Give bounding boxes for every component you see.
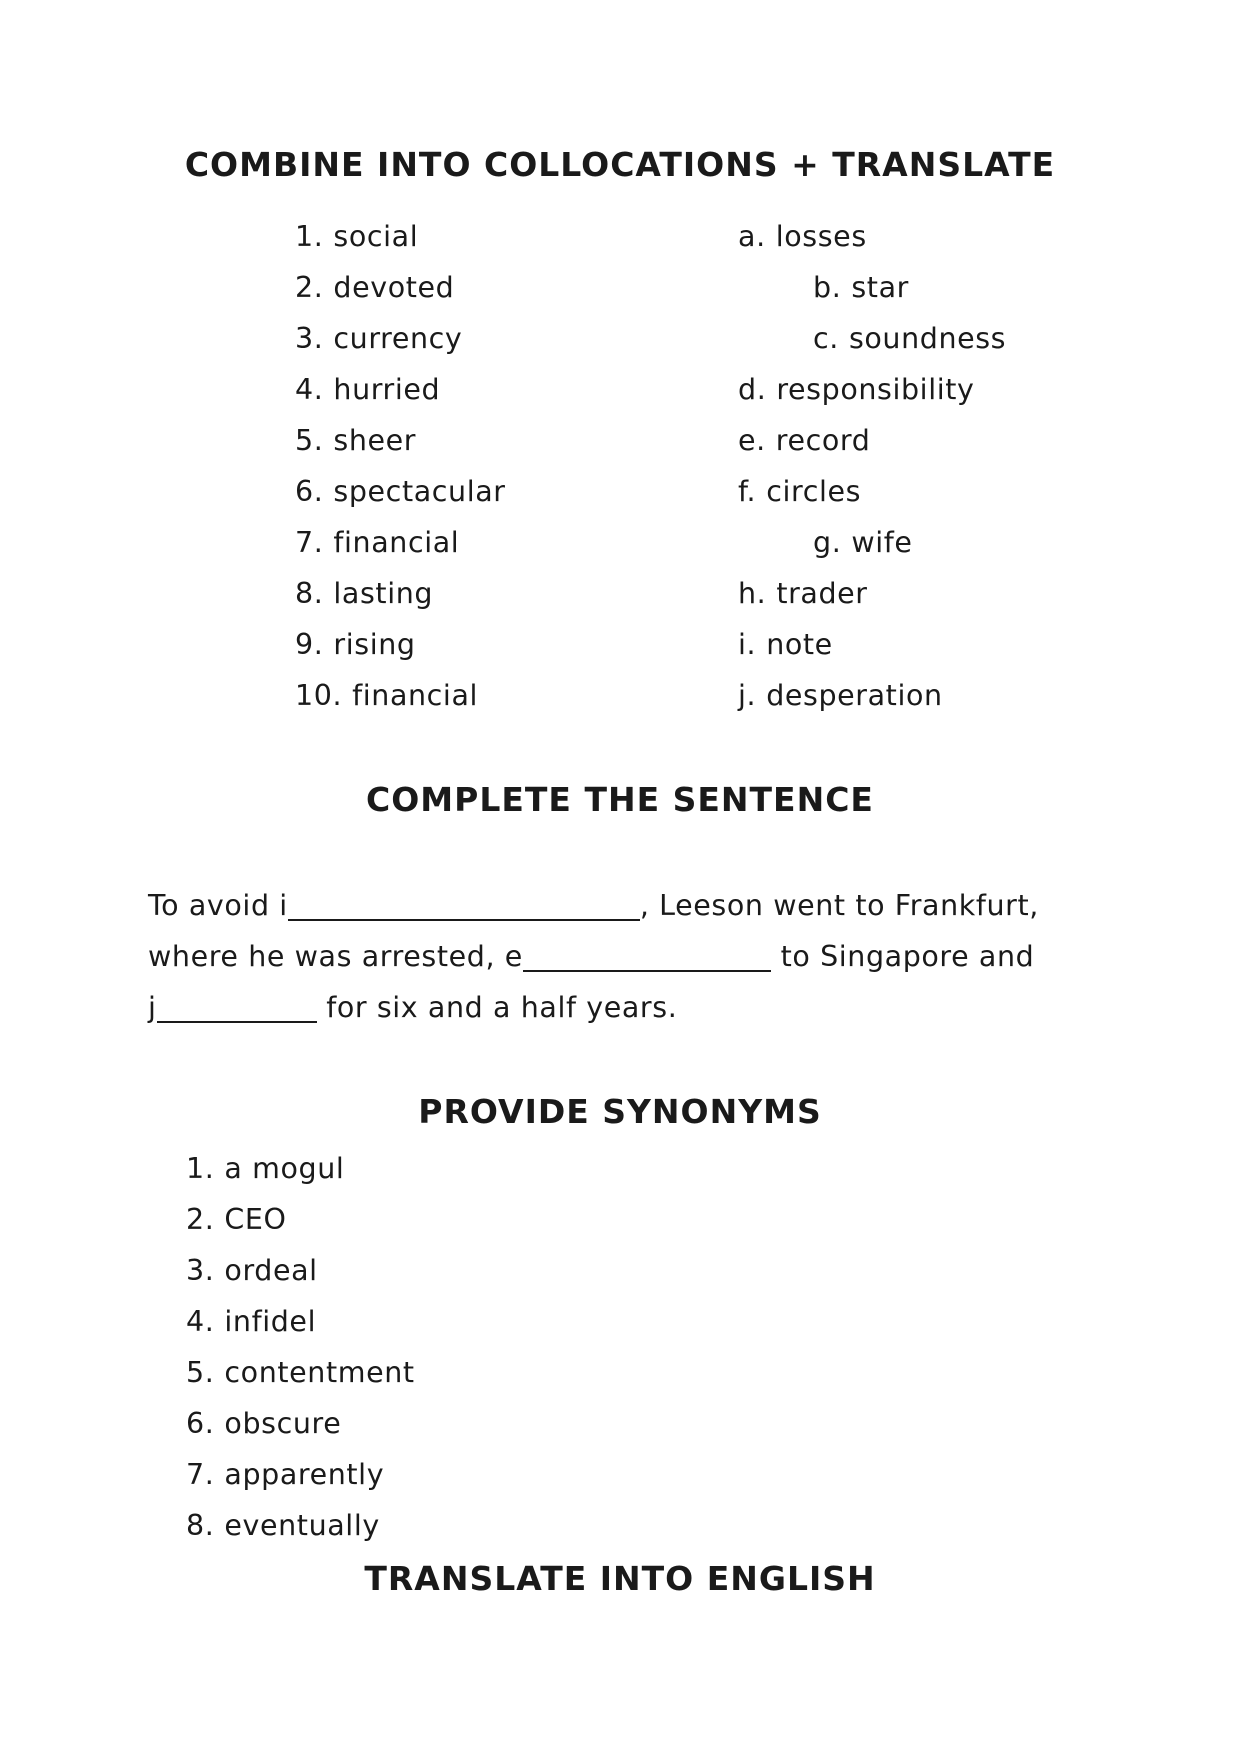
sentence-line-1: To avoid i , Leeson went to Frankfurt, bbox=[148, 889, 1039, 922]
collocations-right-list bbox=[738, 211, 1006, 721]
answer-blank[interactable] bbox=[523, 938, 771, 972]
list-item: h. trader bbox=[738, 577, 868, 610]
list-item: 2. devoted bbox=[295, 271, 455, 304]
answer-blank[interactable] bbox=[288, 887, 640, 921]
list-item: 4. hurried bbox=[295, 373, 441, 406]
list-item: 1. social bbox=[295, 220, 419, 253]
sentence-line-2: where he was arrested, e to Singapore and bbox=[148, 940, 1035, 973]
list-item: 6. spectacular bbox=[295, 475, 506, 508]
list-item: g. wife bbox=[813, 526, 913, 559]
list-item: 6. obscure bbox=[186, 1407, 342, 1440]
answer-blank[interactable] bbox=[157, 989, 317, 1023]
complete-sentence-heading: COMPLETE THE SENTENCE bbox=[366, 780, 874, 819]
collocations-left-list bbox=[295, 211, 506, 721]
list-item: f. circles bbox=[738, 475, 862, 508]
list-item: 4. infidel bbox=[186, 1305, 317, 1338]
list-item: 9. rising bbox=[295, 628, 416, 661]
collocations-heading: COMBINE INTO COLLOCATIONS + TRANSLATE bbox=[184, 145, 1056, 184]
list-item: e. record bbox=[738, 424, 871, 457]
list-item: b. star bbox=[813, 271, 909, 304]
synonyms-heading: PROVIDE SYNONYMS bbox=[418, 1092, 822, 1131]
list-item: c. soundness bbox=[813, 322, 1007, 355]
list-item: 5. contentment bbox=[186, 1356, 415, 1389]
list-item: 3. currency bbox=[295, 322, 463, 355]
list-item: 10. financial bbox=[295, 679, 479, 712]
list-item: 7. apparently bbox=[186, 1458, 385, 1491]
list-item: 8. lasting bbox=[295, 577, 434, 610]
list-item: i. note bbox=[738, 628, 833, 661]
list-item: 8. eventually bbox=[186, 1509, 380, 1542]
list-item: 2. CEO bbox=[186, 1203, 287, 1236]
synonyms-list bbox=[186, 1143, 415, 1551]
sentence-paragraph bbox=[148, 880, 1108, 1033]
translate-heading: TRANSLATE INTO ENGLISH bbox=[364, 1559, 876, 1598]
list-item: 1. a mogul bbox=[186, 1152, 345, 1185]
list-item: 7. financial bbox=[295, 526, 460, 559]
list-item: 3. ordeal bbox=[186, 1254, 318, 1287]
list-item: d. responsibility bbox=[738, 373, 975, 406]
sentence-line-3: j for six and a half years. bbox=[148, 991, 678, 1024]
list-item: j. desperation bbox=[738, 679, 943, 712]
list-item: a. losses bbox=[738, 220, 867, 253]
list-item: 5. sheer bbox=[295, 424, 417, 457]
